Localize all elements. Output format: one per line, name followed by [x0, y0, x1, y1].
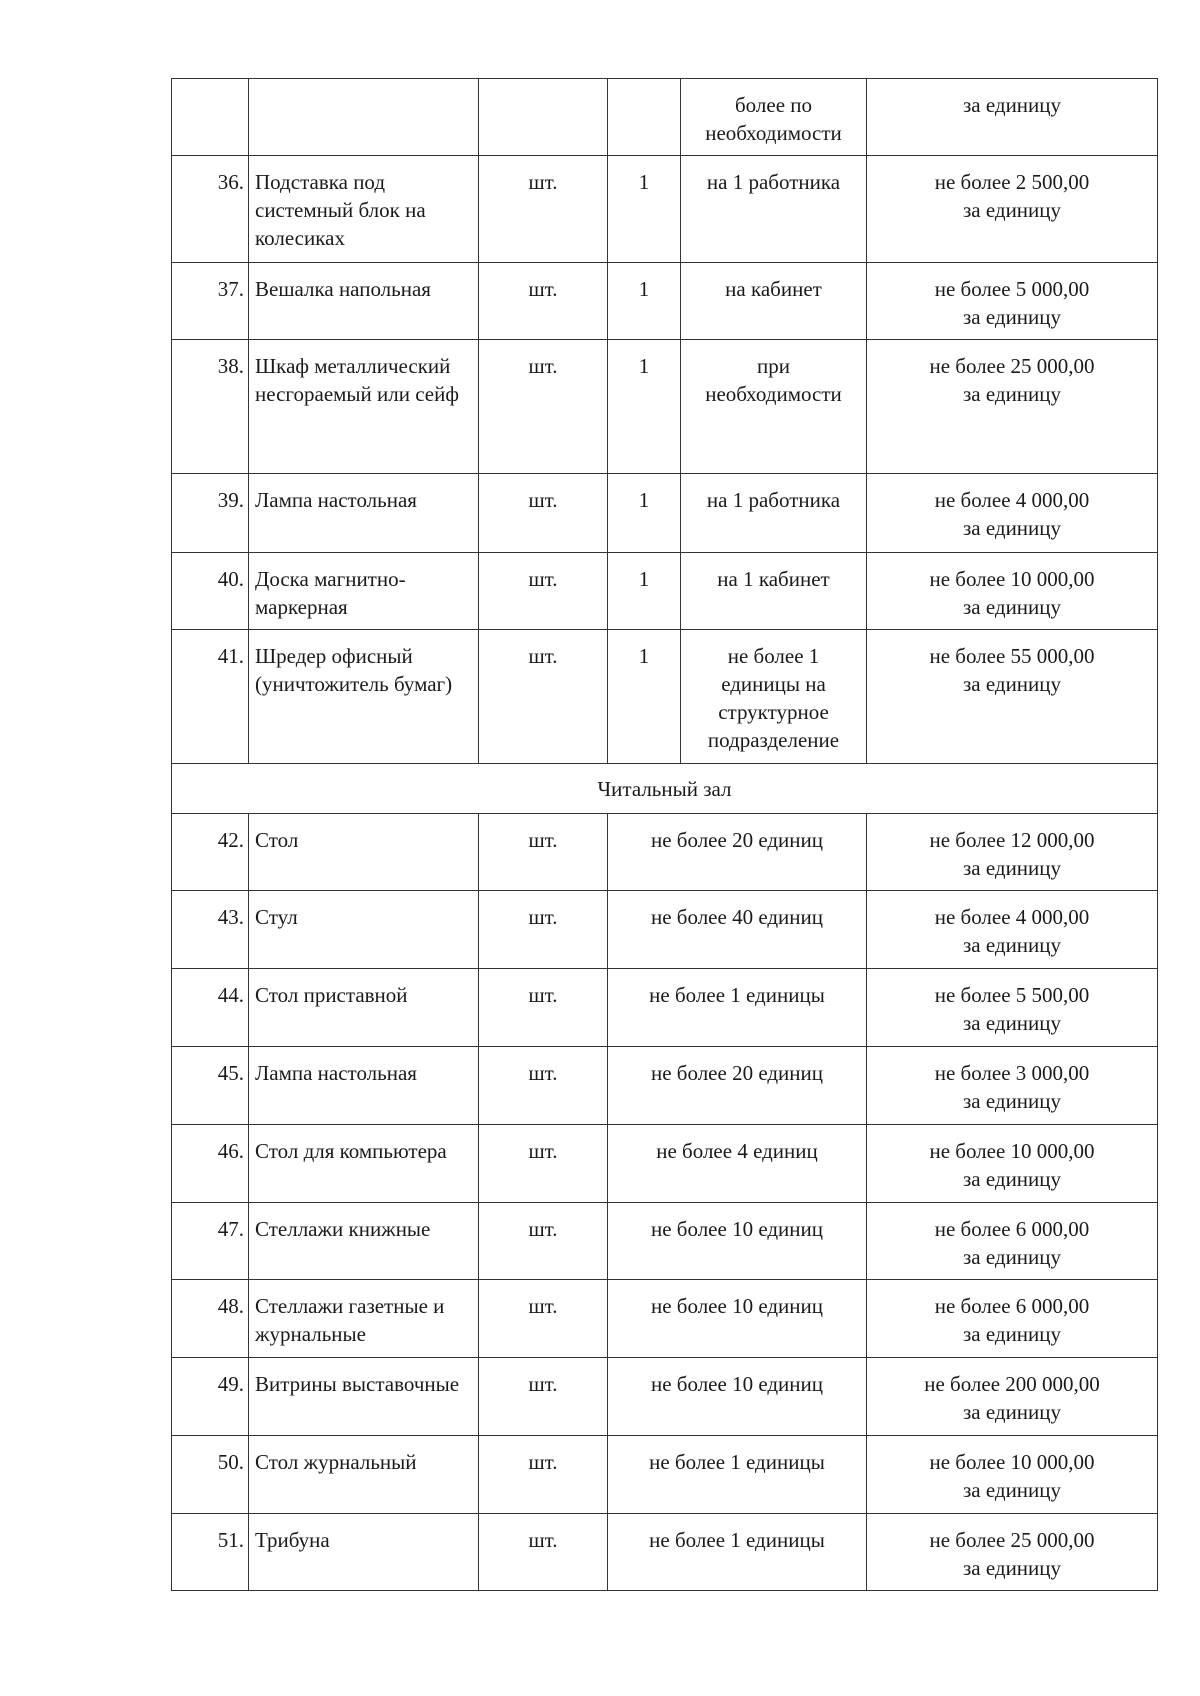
price-cell	[867, 1358, 1158, 1436]
price-limit: не более 2 500,00	[934, 170, 1090, 194]
quantity-cell: 1	[608, 156, 681, 263]
price-limit: не более 25 000,00	[929, 354, 1095, 378]
quantity-cell: не более 10 единиц	[608, 1280, 867, 1358]
price-basis: за единицу	[962, 856, 1062, 880]
quantity-cell	[608, 79, 681, 156]
quantity-cell: не более 10 единиц	[608, 1358, 867, 1436]
price-cell	[867, 156, 1158, 263]
item-name: Доска магнитно-маркерная	[249, 553, 479, 630]
price-cell	[867, 340, 1158, 474]
item-name: Витрины выставочные	[249, 1358, 479, 1436]
norm-cell: при необходимости	[681, 340, 867, 474]
norm-cell: на 1 кабинет	[681, 553, 867, 630]
row-number: 47.	[172, 1203, 249, 1280]
row-number: 36.	[172, 156, 249, 263]
row-number: 40.	[172, 553, 249, 630]
item-name: Стеллажи газетные и журнальные	[249, 1280, 479, 1358]
unit-cell: шт.	[479, 630, 608, 764]
norm-cell: на кабинет	[681, 263, 867, 340]
unit-cell: шт.	[479, 263, 608, 340]
quantity-cell: 1	[608, 474, 681, 553]
item-name: Лампа настольная	[249, 474, 479, 553]
table-row	[172, 1280, 1158, 1358]
quantity-cell: не более 10 единиц	[608, 1203, 867, 1280]
price-cell	[867, 1280, 1158, 1358]
table-row	[172, 969, 1158, 1047]
price-cell	[867, 553, 1158, 630]
norm-cell: более по необходимости	[681, 79, 867, 156]
unit-cell: шт.	[479, 1125, 608, 1203]
price-cell	[867, 263, 1158, 340]
price-cell	[867, 891, 1158, 969]
row-number: 48.	[172, 1280, 249, 1358]
price-cell	[867, 1203, 1158, 1280]
unit-cell: шт.	[479, 340, 608, 474]
norm-cell: не более 1 единицы на структурное подразделение	[681, 630, 867, 764]
row-number: 38.	[172, 340, 249, 474]
item-name: Подставка под системный блок на колесиках	[249, 156, 479, 263]
unit-cell: шт.	[479, 553, 608, 630]
price-basis: за единицу	[962, 1011, 1062, 1035]
section-title: Читальный зал	[172, 764, 1158, 814]
price-basis: за единицу	[962, 1478, 1062, 1502]
item-name: Стол журнальный	[249, 1436, 479, 1514]
price-basis: за единицу	[962, 672, 1062, 696]
price-limit: не более 12 000,00	[929, 828, 1095, 852]
item-name: Стол	[249, 814, 479, 891]
row-number: 37.	[172, 263, 249, 340]
row-number: 44.	[172, 969, 249, 1047]
price-basis: за единицу	[962, 305, 1062, 329]
price-basis: за единицу	[962, 1167, 1062, 1191]
unit-cell: шт.	[479, 1203, 608, 1280]
norm-cell: на 1 работника	[681, 156, 867, 263]
item-name: Стул	[249, 891, 479, 969]
price-limit: не более 6 000,00	[934, 1217, 1090, 1241]
row-number: 45.	[172, 1047, 249, 1125]
furniture-norms-table	[171, 78, 1158, 1591]
price-cell: за единицу	[867, 79, 1158, 156]
section-header-row	[172, 764, 1158, 814]
table-row	[172, 630, 1158, 764]
price-limit: не более 3 000,00	[934, 1061, 1090, 1085]
table-row	[172, 1514, 1158, 1591]
row-number: 42.	[172, 814, 249, 891]
price-basis: за единицу	[962, 382, 1062, 406]
unit-cell: шт.	[479, 1047, 608, 1125]
quantity-cell: 1	[608, 263, 681, 340]
price-basis: за единицу	[962, 1089, 1062, 1113]
table-row	[172, 1358, 1158, 1436]
table-row	[172, 553, 1158, 630]
table-row	[172, 156, 1158, 263]
quantity-cell: 1	[608, 340, 681, 474]
price-cell	[867, 1047, 1158, 1125]
item-name: Стол для компьютера	[249, 1125, 479, 1203]
price-limit: не более 10 000,00	[929, 1450, 1095, 1474]
price-cell	[867, 474, 1158, 553]
price-cell	[867, 1125, 1158, 1203]
table-row	[172, 79, 1158, 156]
price-limit: не более 5 000,00	[934, 277, 1090, 301]
price-cell	[867, 1436, 1158, 1514]
table-row	[172, 474, 1158, 553]
row-number: 39.	[172, 474, 249, 553]
quantity-cell: не более 1 единицы	[608, 969, 867, 1047]
item-name: Стеллажи книжные	[249, 1203, 479, 1280]
quantity-cell: не более 20 единиц	[608, 814, 867, 891]
price-basis: за единицу	[962, 516, 1062, 540]
table-row	[172, 1203, 1158, 1280]
price-limit: не более 6 000,00	[934, 1294, 1090, 1318]
price-basis: за единицу	[962, 1322, 1062, 1346]
unit-cell: шт.	[479, 156, 608, 263]
table-row	[172, 814, 1158, 891]
row-number: 51.	[172, 1514, 249, 1591]
unit-cell: шт.	[479, 969, 608, 1047]
unit-cell: шт.	[479, 891, 608, 969]
price-limit: не более 5 500,00	[934, 983, 1090, 1007]
unit-cell: шт.	[479, 1358, 608, 1436]
row-number: 46.	[172, 1125, 249, 1203]
quantity-cell: не более 40 единиц	[608, 891, 867, 969]
item-name: Трибуна	[249, 1514, 479, 1591]
row-number: 50.	[172, 1436, 249, 1514]
table-row	[172, 1436, 1158, 1514]
row-number: 43.	[172, 891, 249, 969]
unit-cell: шт.	[479, 1280, 608, 1358]
quantity-cell: не более 20 единиц	[608, 1047, 867, 1125]
quantity-cell: 1	[608, 553, 681, 630]
price-cell	[867, 630, 1158, 764]
row-number: 49.	[172, 1358, 249, 1436]
price-limit: не более 55 000,00	[929, 644, 1095, 668]
unit-cell: шт.	[479, 814, 608, 891]
row-number: 41.	[172, 630, 249, 764]
item-name: Стол приставной	[249, 969, 479, 1047]
price-basis: за единицу	[962, 595, 1062, 619]
unit-cell	[479, 79, 608, 156]
table-row	[172, 263, 1158, 340]
table-row	[172, 1125, 1158, 1203]
item-name: Шкаф металлический несгораемый или сейф	[249, 340, 479, 474]
item-name: Шредер офисный (уничтожитель бумаг)	[249, 630, 479, 764]
norm-cell: на 1 работника	[681, 474, 867, 553]
number-cell	[172, 79, 249, 156]
quantity-cell: не более 1 единицы	[608, 1436, 867, 1514]
price-limit: не более 10 000,00	[929, 567, 1095, 591]
price-basis: за единицу	[962, 1245, 1062, 1269]
name-cell	[249, 79, 479, 156]
quantity-cell: 1	[608, 630, 681, 764]
item-name: Вешалка напольная	[249, 263, 479, 340]
price-limit: не более 25 000,00	[929, 1528, 1095, 1552]
price-limit: не более 10 000,00	[929, 1139, 1095, 1163]
item-name: Лампа настольная	[249, 1047, 479, 1125]
price-cell	[867, 1514, 1158, 1591]
price-basis: за единицу	[962, 933, 1062, 957]
table-row	[172, 891, 1158, 969]
price-limit: не более 4 000,00	[934, 905, 1090, 929]
table-row	[172, 340, 1158, 474]
quantity-cell: не более 1 единицы	[608, 1514, 867, 1591]
price-cell	[867, 969, 1158, 1047]
price-basis: за единицу	[962, 1556, 1062, 1580]
price-limit: не более 200 000,00	[924, 1372, 1100, 1396]
unit-cell: шт.	[479, 1436, 608, 1514]
unit-cell: шт.	[479, 474, 608, 553]
price-basis: за единицу	[962, 198, 1062, 222]
table-row	[172, 1047, 1158, 1125]
quantity-cell: не более 4 единиц	[608, 1125, 867, 1203]
price-limit: не более 4 000,00	[934, 488, 1090, 512]
price-cell	[867, 814, 1158, 891]
price-basis: за единицу	[962, 1400, 1062, 1424]
unit-cell: шт.	[479, 1514, 608, 1591]
